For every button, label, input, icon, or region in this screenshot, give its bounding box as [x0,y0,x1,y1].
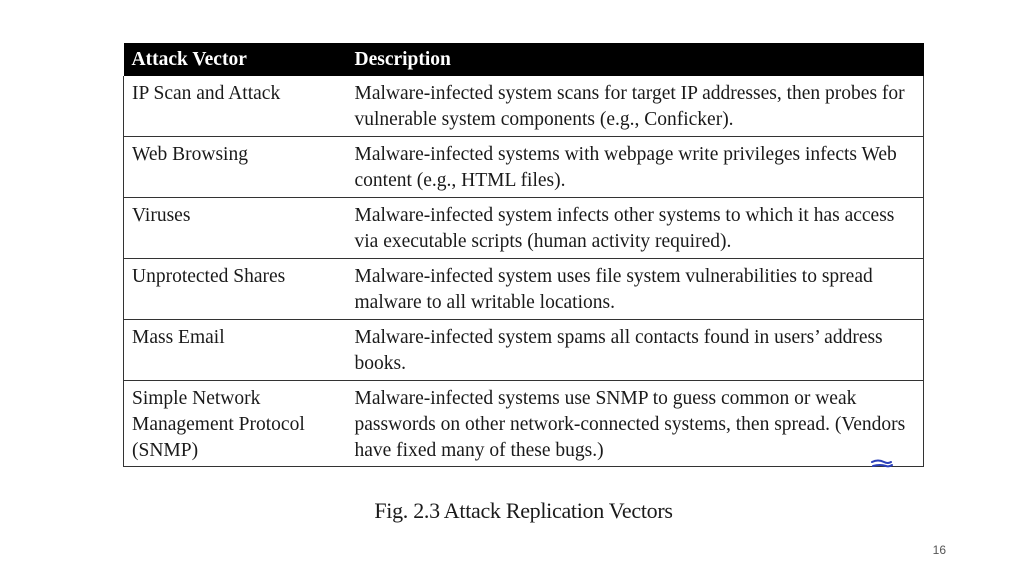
figure-caption: Fig. 2.3 Attack Replication Vectors [374,498,673,523]
attack-vectors-table [123,43,924,467]
attack-vectors-table-container [123,43,923,467]
table-row [124,137,924,198]
row-description-web-browsing: Malware-infected systems with webpage write privileges infects Web content (e.g., HTML files). [347,137,924,198]
row-description-unprotected-shares: Malware-infected system uses file system vulnerabilities to spread malware to all writable locations. [347,259,924,320]
row-description-viruses: Malware-infected system infects other systems to which it has access via executable scripts (human activity required). [347,198,924,259]
row-vector-web-browsing: Web Browsing [124,137,347,198]
row-vector-viruses: Viruses [124,198,347,259]
row-description-mass-email: Malware-infected system spams all contacts found in users’ address books. [347,320,924,381]
pen-annotation-mark [870,458,894,470]
row-vector-mass-email: Mass Email [124,320,347,381]
row-vector-snmp: Simple Network Management Protocol (SNMP) [124,381,347,467]
row-vector-ip-scan: IP Scan and Attack [124,76,347,137]
header-attack-vector: Attack Vector [124,43,347,76]
table-row [124,198,924,259]
table-row [124,320,924,381]
row-description-snmp: Malware-infected systems use SNMP to guess common or weak passwords on other network-connected systems, then spread. (Vendors have fixed many of these bugs.) [347,381,924,467]
table-header-row [124,43,924,76]
table-row [124,76,924,137]
page-number: 16 [932,543,946,557]
header-description: Description [347,43,924,76]
table-row [124,381,924,467]
row-vector-unprotected-shares: Unprotected Shares [124,259,347,320]
table-row [124,259,924,320]
row-description-ip-scan: Malware-infected system scans for target IP addresses, then probes for vulnerable system components (e.g., Conficker). [347,76,924,137]
